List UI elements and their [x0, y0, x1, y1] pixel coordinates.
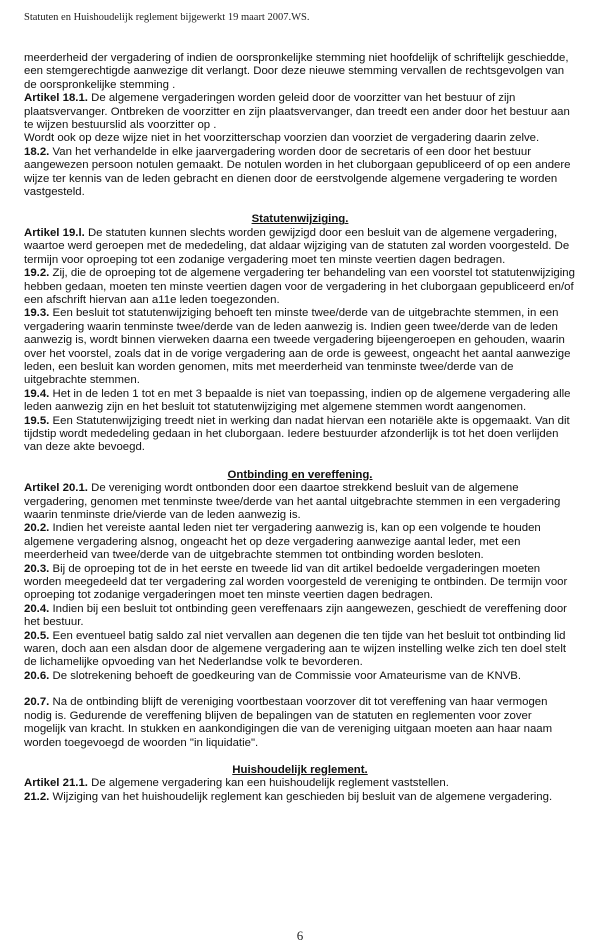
- article-20-6: [24, 670, 576, 683]
- article-label: 19.5.: [24, 414, 50, 427]
- paragraph-text: Zij, die de oproeping tot de algemene vergadering ter behandeling van een voorstel tot statutenwijziging hebben gedaan, moeten ten minste veertien dagen voor de vergadering in het cluborgaan gepubliceerd en/of een afschrift hiervan aan a11e leden toegezonden.: [24, 267, 575, 306]
- article-label: 20.3.: [24, 562, 50, 575]
- paragraph-text: De vereniging wordt ontbonden door een daartoe strekkend besluit van de algemene vergadering, genomen met tenminste twee/derde van het aantal uitgebrachte stemmen in een vergadering waarin tenminste drie/vierde van de leden aanwezig is.: [24, 482, 561, 521]
- article-label: 19.3.: [24, 307, 50, 320]
- article-20-4: [24, 603, 576, 630]
- paragraph-text: Wijziging van het huishoudelijk reglement kan geschieden bij besluit van de algemene vergadering.: [52, 790, 553, 803]
- paragraph-text: Indien bij een besluit tot ontbinding geen vereffenaars zijn aangewezen, geschiedt de vereffening door het bestuur.: [24, 602, 567, 629]
- paragraph-text: Een Statutenwijziging treedt niet in werking dan nadat hiervan een notariële akte is opgemaakt. Van dit tijdstip wordt mededeling gedaan in het cluborgaan. Iedere bestuurder afzonderlijk is tot het doen verlijden van deze akte bevoegd.: [24, 414, 570, 454]
- article-19-5: [24, 415, 576, 455]
- section-title-statutenwijziging: Statutenwijziging.: [251, 213, 349, 226]
- article-label: 19.2.: [24, 267, 50, 280]
- paragraph-text: De algemene vergadering kan een huishoudelijk reglement vaststellen.: [91, 777, 449, 790]
- paragraph: [24, 132, 576, 145]
- paragraph-text: De slotrekening behoeft de goedkeuring van de Commissie voor Amateurisme van de KNVB.: [52, 669, 522, 682]
- article-20-5: [24, 630, 576, 670]
- article-label: 20.6.: [24, 669, 50, 682]
- article-21-2: [24, 791, 576, 804]
- document-body: [24, 52, 576, 804]
- paragraph-text: Een eventueel batig saldo zal niet vervallen aan degenen die ten tijde van het besluit tot ontbinding lid waren, doch aan een alsdan door de algemene vergadering aan te wijzen instelling welke zich ten doel stelt de lichamelijke opvoeding van het Nederlandse volk te bevorderen.: [24, 629, 567, 669]
- paragraph-text: Indien het vereiste aantal leden niet ter vergadering aanwezig is, kan op een volgende te houden algemene vergadering alsnog, ongeacht het op deze vergadering aanwezige aantal leder, met een meerderheid van twee/derde van de uitgebrachte stemmen tot ontbinding worden besloten.: [24, 522, 541, 562]
- article-19-4: [24, 388, 576, 415]
- article-21-1: [24, 777, 576, 790]
- article-label: 20.7.: [24, 696, 50, 709]
- section-title-huishoudelijk-reglement: Huishoudelijk reglement.: [232, 763, 368, 776]
- article-label: Artikel 20.1.: [24, 482, 88, 495]
- article-20-1: [24, 482, 576, 522]
- paragraph-text: De statuten kunnen slechts worden gewijzigd door een besluit van de algemene vergadering, waartoe werd geroepen met de mededeling, dat aldaar wijziging van de statuten zal worden voorgesteld. De termijn voor oproeping tot een zodanige vergadering moet ten minste veertien dagen bedragen.: [24, 226, 570, 266]
- paragraph-text: Bij de oproeping tot de in het eerste en tweede lid van dit artikel bedoelde vergaderingen moeten worden meegedeeld dat ter vergadering zal worden voorgesteld de vereniging te ontbinden. De termijn voor oproeping tot zodanige vergaderingen moet ten minste veertien dagen bedragen.: [24, 562, 568, 602]
- page-header: Statuten en Huishoudelijk reglement bijgewerkt 19 maart 2007.WS.: [24, 12, 310, 23]
- article-label: 19.4.: [24, 387, 50, 400]
- paragraph-text: Van het verhandelde in elke jaarvergadering worden door de secretaris of een door het bestuur aangewezen persoon notulen gemaakt. De notulen worden in het cluborgaan gepubliceerd of op een andere wijze ter kennis van de leden gebracht en dienen door de eerstvolgende algemene vergadering te worden vastgesteld.: [24, 145, 571, 199]
- article-20-2: [24, 522, 576, 562]
- section-title-ontbinding: Ontbinding en vereffening.: [227, 468, 373, 481]
- article-label: Artikel 21.1.: [24, 777, 88, 790]
- paragraph-text: Het in de leden 1 tot en met 3 bepaalde is niet van toepassing, indien op de algemene vergadering alle leden aanwezig zijn en het besluit tot statutenwijziging met algemene stemmen wordt aangenomen.: [24, 387, 571, 414]
- paragraph-text: De algemene vergaderingen worden geleid door de voorzitter van het bestuur of zijn plaatsvervanger. Ontbreken de voorzitter en zijn plaatsvervanger, dan treedt een ander door het bestuur aan te wijzen bestuurslid als voorzitter op .: [24, 92, 570, 132]
- paragraph-text: Een besluit tot statutenwijziging behoeft ten minste twee/derde van de uitgebrachte stemmen, in een vergadering waarin tenminste twee/derde van de leden aanwezig is. Indien geen twee/derde van de leden aanwezig is, wordt binnen vierweken daarna een tweede vergadering bijeengeroepen en gehouden, waarin over het voorstel, zoals dat in de vorige vergadering aan de orde is geweest, ongeacht het aantal aanwezige leden, een besluit kan worden genomen, mits met meerderheid van tenminste twee/derde van de uitgebrachte stemmen.: [24, 307, 571, 387]
- article-18-2: [24, 146, 576, 200]
- page-number: 6: [296, 928, 304, 943]
- article-label: 20.4.: [24, 602, 50, 615]
- article-label: 20.2.: [24, 522, 50, 535]
- article-18-1: [24, 92, 576, 132]
- article-label: Artikel 19.l.: [24, 226, 85, 239]
- article-label: 18.2.: [24, 145, 50, 158]
- article-label: 20.5.: [24, 629, 50, 642]
- paragraph-text: Wordt ook op deze wijze niet in het voorzitterschap voorzien dan voorziet de vergadering daarin zelve.: [24, 132, 540, 145]
- article-label: Artikel 18.1.: [24, 92, 88, 105]
- paragraph-text: meerderheid der vergadering of indien de oorspronkelijke stemming niet hoofdelijk of schriftelijk geschiedde, een stemgerechtigde aanwezige dit verlangt. Door deze nieuwe stemming vervallen de rechtsgevolgen van de oorspronkelijke stemming .: [24, 52, 569, 91]
- article-20-7: [24, 696, 576, 750]
- article-19-1: [24, 227, 576, 267]
- article-19-2: [24, 267, 576, 307]
- article-19-3: [24, 307, 576, 387]
- article-label: 21.2.: [24, 790, 50, 803]
- paragraph-text: Na de ontbinding blijft de vereniging voortbestaan voorzover dit tot vereffening van haar vermogen nodig is. Gedurende de vereffening blijven de bepalingen van de statuten en reglementen voor zover mogelijk van kracht. In stukken en aankondigingen die van de vereniging uitgaan moeten aan haar naam worden toegevoegd de woorden "in liquidatie".: [24, 696, 553, 749]
- paragraph: [24, 52, 576, 92]
- article-20-3: [24, 563, 576, 603]
